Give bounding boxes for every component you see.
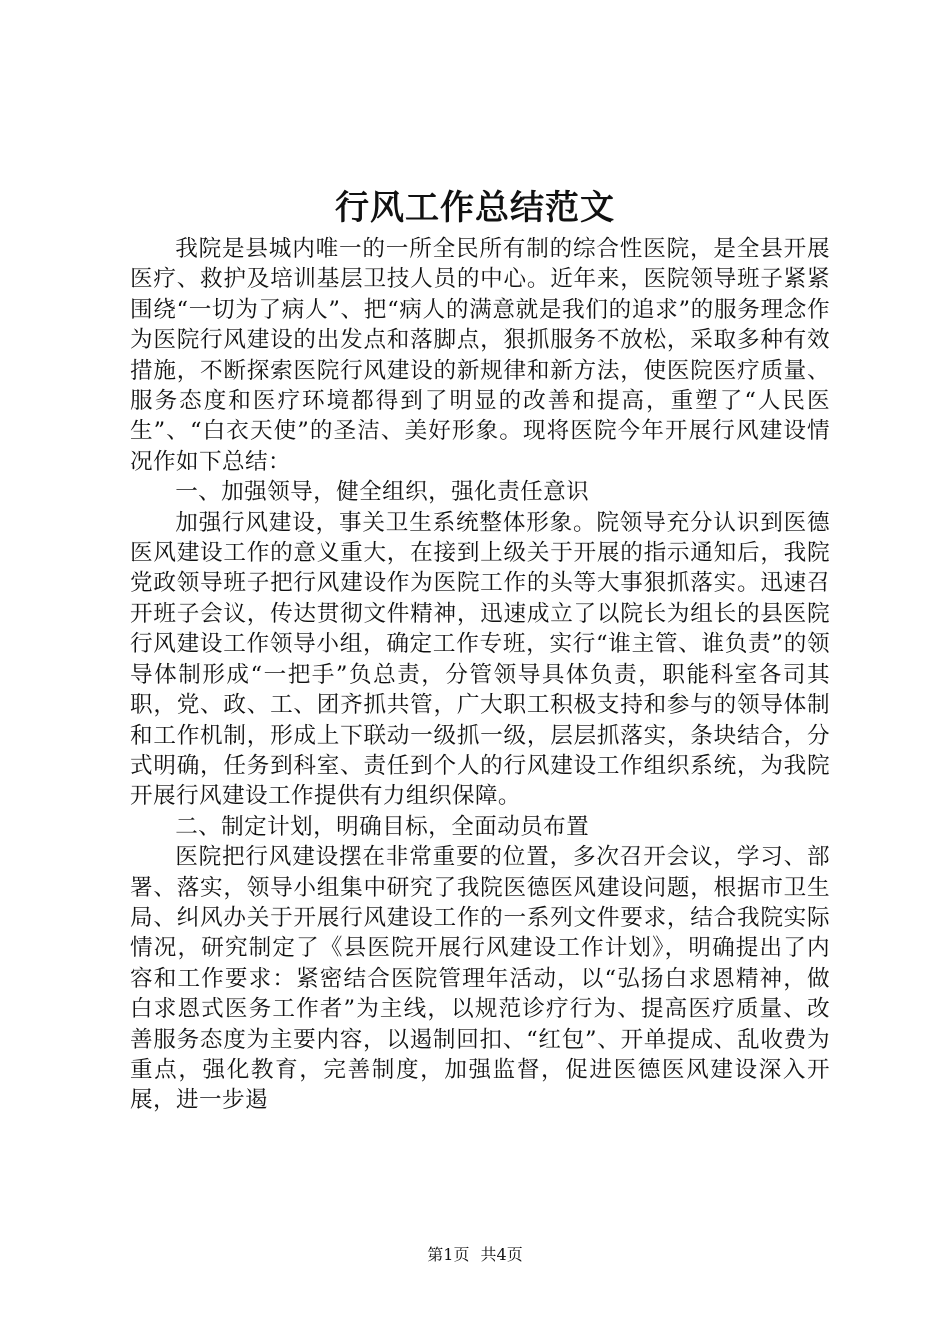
document-title: 行风工作总结范文	[335, 188, 615, 228]
page-number: 第1页	[427, 1245, 470, 1264]
document-body	[130, 234, 830, 1116]
paragraph-intro: 我院是县城内唯一的一所全民所有制的综合性医院，是全县开展医疗、救护及培训基层卫技人员的中心。近年来，医院领导班子紧紧围绕“一切为了病人”、把“病人的满意就是我们的追求”的服务理念作为医院行风建设的出发点和落脚点，狠抓服务不放松，采取多种有效措施，不断探索医院行风建设的新规律和新方法，使医院医疗质量、服务态度和医疗环境都得到了明显的改善和提高，重塑了“人民医生”、“白衣天使”的圣洁、美好形象。现将医院今年开展行风建设情况作如下总结：	[130, 236, 830, 475]
page-total: 共4页	[480, 1245, 523, 1264]
paragraph-section-1: 加强行风建设，事关卫生系统整体形象。院领导充分认识到医德医风建设工作的意义重大，在接到上级关于开展的指示通知后，我院党政领导班子把行风建设作为医院工作的头等大事狠抓落实。迅速召开班子会议，传达贯彻文件精神，迅速成立了以院长为组长的县医院行风建设工作领导小组，确定工作专班，实行“谁主管、谁负责”的领导体制形成“一把手”负总责，分管领导具体负责，职能科室各司其职，党、政、工、团齐抓共管，广大职工积极支持和参与的领导体制和工作机制，形成上下联动一级抓一级，层层抓落实，条块结合，分式明确，任务到科室、责任到个人的行风建设工作组织系统，为我院开展行风建设工作提供有力组织保障。	[130, 509, 830, 810]
paragraph-section-2: 医院把行风建设摆在非常重要的位置，多次召开会议，学习、部署、落实，领导小组集中研究了我院医德医风建设问题，根据市卫生局、纠风办关于开展行风建设工作的一系列文件要求，结合我院实际情况，研究制定了《县医院开展行风建设工作计划》，明确提出了内容和工作要求：紧密结合医院管理年活动，以“弘扬白求恩精神，做白求恩式医务工作者”为主线，以规范诊疗行为、提高医疗质量、改善服务态度为主要内容，以遏制回扣、“红包”、开单提成、乱收费为重点，强化教育，完善制度，加强监督，促进医德医风建设深入开展，进一步遏	[130, 844, 830, 1114]
section-heading-2: 二、制定计划，明确目标，全面动员布置	[175, 813, 590, 840]
page-footer	[0, 1244, 950, 1266]
section-heading-1: 一、加强领导，健全组织，强化责任意识	[175, 479, 590, 506]
